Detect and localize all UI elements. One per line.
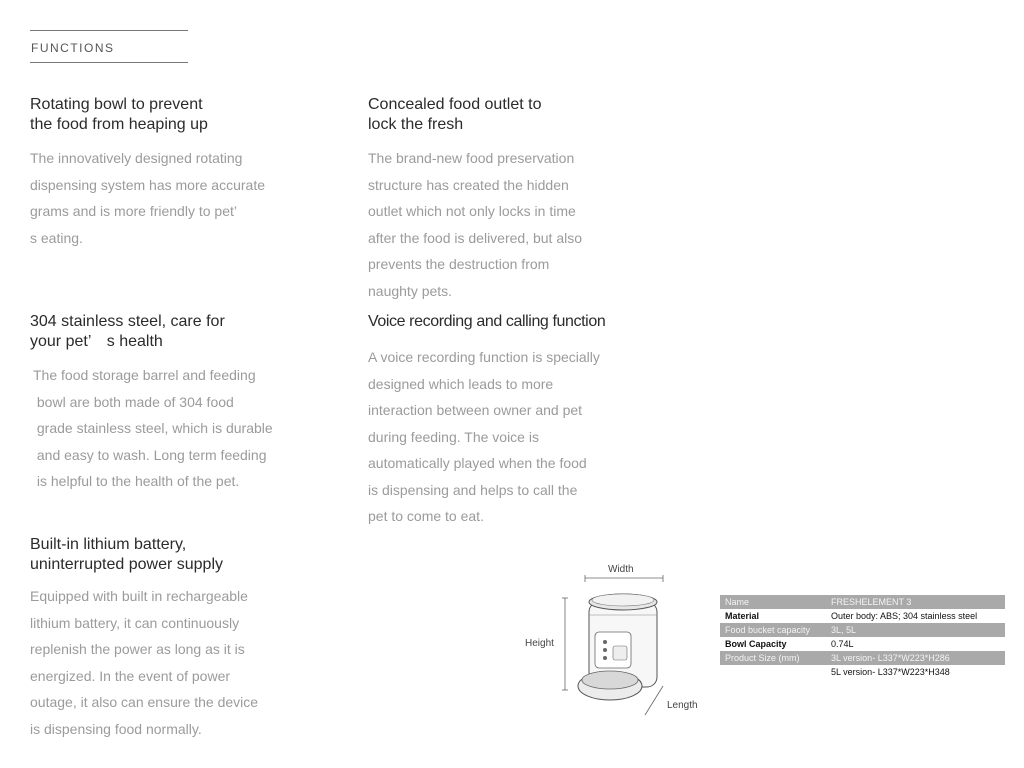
spec-value: 3L, 5L	[826, 623, 1005, 637]
spec-row	[720, 595, 1005, 609]
feature-stainless-steel	[30, 312, 300, 495]
height-label: Height	[525, 638, 554, 649]
spec-label: Material	[720, 609, 826, 623]
feature-title: Voice recording and calling function	[368, 313, 606, 330]
spec-value: 5L version- L337*W223*H348	[826, 665, 1005, 679]
spec-row	[720, 609, 1005, 623]
width-label: Width	[608, 564, 634, 575]
spec-row	[720, 665, 1005, 679]
feature-description: The food storage barrel and feeding bowl are both made of 304 food grade stainless steel, which is durable and easy to wash. Long term feeding is helpful to the health of the pet.	[33, 367, 273, 489]
feature-description: A voice recording function is specially designed which leads to more interaction between owner and pet during feeding. The voice is automatically played when the food is dispensing and helps to call the pet to come to eat.	[368, 349, 600, 524]
spec-row	[720, 637, 1005, 651]
feature-title: Concealed food outlet to lock the fresh	[368, 96, 542, 133]
feature-rotating-bowl	[30, 95, 300, 251]
spec-row	[720, 623, 1005, 637]
feature-description: The brand-new food preservation structure has created the hidden outlet which not only locks in time after the food is delivered, but also prevents the destruction from naughty pets.	[368, 150, 583, 299]
spec-value: Outer body: ABS; 304 stainless steel	[826, 609, 1005, 623]
feature-title: 304 stainless steel, care for your pet’ s health	[30, 313, 225, 350]
spec-value: 0.74L	[826, 637, 1005, 651]
section-label: FUNCTIONS	[30, 30, 188, 63]
spec-row	[720, 651, 1005, 665]
feature-description: Equipped with built in rechargeable lithium battery, it can continuously replenish the power as long as it is energized. In the event of power outage, it also can ensure the device is dispensing food normally.	[30, 588, 259, 737]
product-dimension-diagram	[515, 560, 715, 720]
feature-title: Built-in lithium battery, uninterrupted power supply	[30, 536, 224, 573]
spec-label: Name	[720, 595, 826, 609]
feature-description: The innovatively designed rotating dispensing system has more accurate grams and is more friendly to pet’ s eating.	[30, 150, 265, 246]
specification-table	[720, 595, 1005, 679]
spec-label: Product Size (mm)	[720, 651, 826, 665]
length-label: Length	[667, 700, 698, 711]
spec-value: 3L version- L337*W223*H286	[826, 651, 1005, 665]
spec-label: Food bucket capacity	[720, 623, 826, 637]
feature-title: Rotating bowl to prevent the food from heaping up	[30, 96, 208, 133]
spec-value: FRESHELEMENT 3	[826, 595, 1005, 609]
feature-lithium-battery	[30, 535, 300, 742]
feature-concealed-outlet	[368, 95, 623, 304]
spec-label	[720, 665, 826, 679]
feature-voice-recording	[368, 312, 628, 530]
spec-label: Bowl Capacity	[720, 637, 826, 651]
